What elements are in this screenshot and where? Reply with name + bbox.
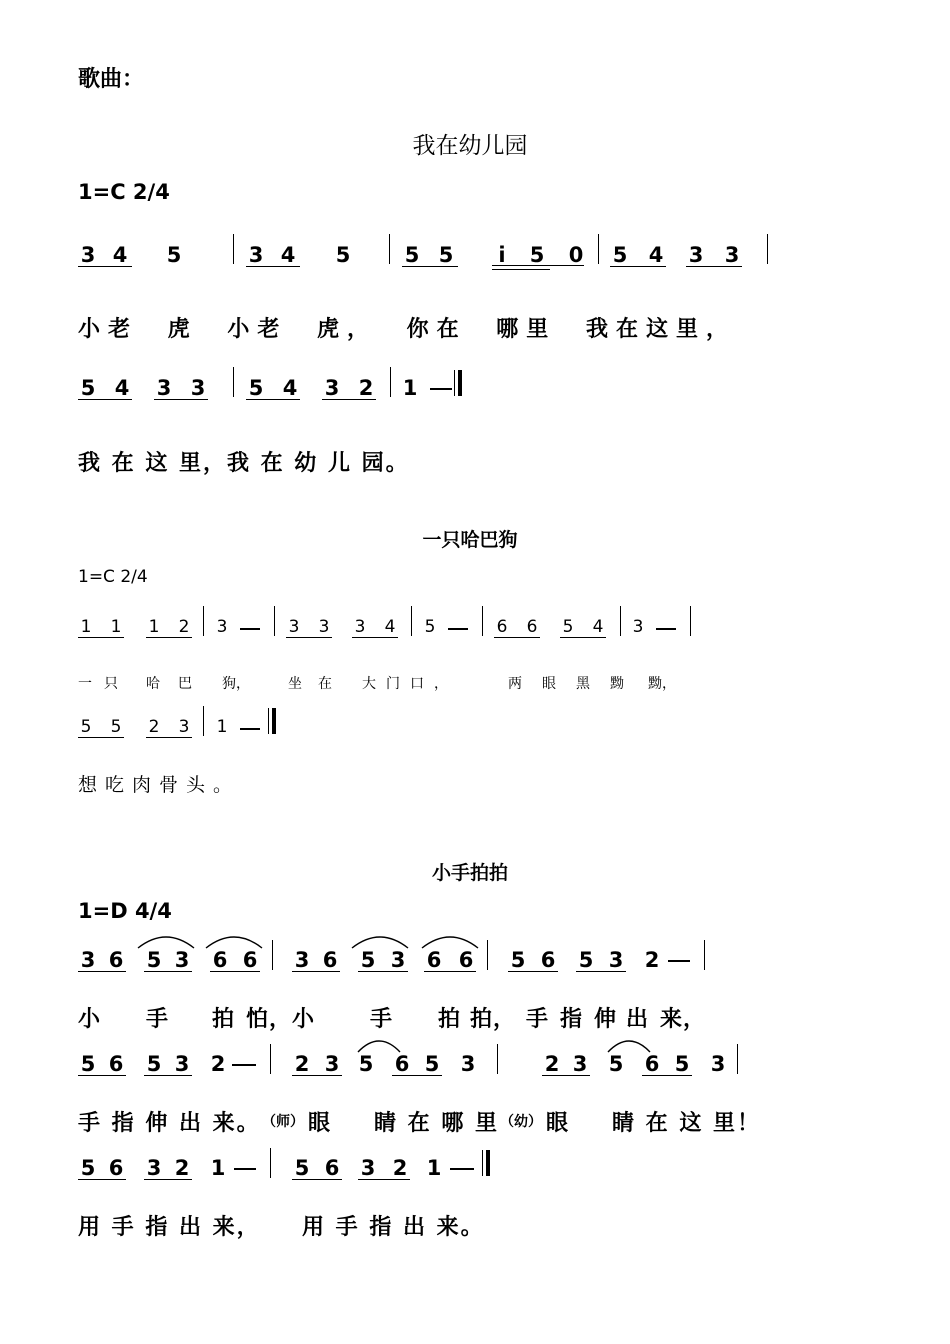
note: 6 bbox=[242, 948, 258, 972]
beat-underline bbox=[292, 1075, 342, 1076]
lyric-word: 一只 bbox=[78, 676, 130, 692]
note: 4 bbox=[112, 243, 128, 267]
lyric-word: 睛 在 这 里！ bbox=[612, 1111, 761, 1136]
note: 3 bbox=[174, 948, 190, 972]
beat-underline bbox=[508, 971, 558, 972]
note: 6 bbox=[324, 1156, 340, 1180]
bar-line bbox=[690, 606, 691, 636]
bar-line bbox=[390, 367, 391, 397]
note: 3 bbox=[248, 243, 264, 267]
note: 5 bbox=[110, 717, 122, 737]
lyric-word: 手 bbox=[146, 1007, 170, 1032]
song2-lyrics-line2: 想吃肉骨头。 bbox=[78, 774, 241, 796]
note: 1 bbox=[110, 617, 122, 637]
beat-underline bbox=[352, 637, 398, 638]
bar-line bbox=[272, 940, 273, 970]
beat-underline bbox=[292, 971, 340, 972]
song-key-2: 1=C 2/4 bbox=[78, 567, 148, 587]
note: 5 bbox=[510, 948, 526, 972]
lyric-word: 小 bbox=[78, 1007, 102, 1032]
note: 5 bbox=[562, 617, 574, 637]
extension-dash bbox=[656, 628, 676, 630]
note: 6 bbox=[644, 1052, 660, 1076]
final-bar-line bbox=[458, 370, 462, 396]
note: 3 bbox=[572, 1052, 588, 1076]
note: 5 bbox=[335, 243, 351, 267]
note: 5 bbox=[80, 1052, 96, 1076]
note: 6 bbox=[458, 948, 474, 972]
note: 2 bbox=[644, 948, 660, 972]
note: 5 bbox=[674, 1052, 690, 1076]
beat-underline bbox=[610, 266, 666, 267]
lyric-word: 坐在 bbox=[288, 676, 348, 692]
lyric-word: 拍 bbox=[438, 1007, 462, 1032]
note: 5 bbox=[529, 243, 545, 267]
note: 3 bbox=[324, 1052, 340, 1076]
beat-underline-double bbox=[492, 269, 550, 270]
bar-line bbox=[270, 1148, 271, 1178]
note: 6 bbox=[108, 1156, 124, 1180]
note: 5 bbox=[80, 1156, 96, 1180]
bar-line bbox=[270, 1044, 271, 1074]
lyric-word: 出 bbox=[626, 1007, 650, 1032]
beat-underline bbox=[144, 1075, 192, 1076]
lyric-word: 拍， bbox=[470, 1007, 517, 1032]
bar-line bbox=[482, 1150, 483, 1176]
bar-line bbox=[704, 940, 705, 970]
lyric-word: 狗， bbox=[222, 676, 250, 692]
beat-underline bbox=[210, 971, 260, 972]
beat-underline bbox=[292, 1179, 342, 1180]
extension-dash bbox=[450, 1168, 474, 1170]
note: 3 bbox=[178, 717, 190, 737]
final-bar-line bbox=[486, 1150, 490, 1176]
song-title-3: 小手拍拍 bbox=[431, 862, 508, 884]
beat-underline bbox=[542, 1075, 590, 1076]
bar-line bbox=[274, 606, 275, 636]
beat-underline bbox=[492, 265, 584, 266]
beat-underline bbox=[424, 971, 476, 972]
slur bbox=[420, 932, 480, 950]
note: 5 bbox=[404, 243, 420, 267]
extension-dash bbox=[234, 1168, 256, 1170]
note: 0 bbox=[568, 243, 584, 267]
beat-underline bbox=[642, 1075, 692, 1076]
note: 2 bbox=[358, 376, 374, 400]
note: 3 bbox=[190, 376, 206, 400]
beat-underline bbox=[78, 737, 124, 738]
bar-line bbox=[737, 1044, 738, 1074]
lyric-word: 眼 bbox=[308, 1111, 332, 1136]
note: 3 bbox=[174, 1052, 190, 1076]
beat-underline bbox=[78, 971, 126, 972]
note: i bbox=[498, 243, 506, 267]
beat-underline bbox=[402, 266, 458, 267]
extension-dash bbox=[448, 628, 468, 630]
bar-line bbox=[620, 606, 621, 636]
beat-underline bbox=[154, 399, 208, 400]
beat-underline bbox=[560, 637, 606, 638]
note: 4 bbox=[114, 376, 130, 400]
note: 3 bbox=[710, 1052, 726, 1076]
song1-lyrics-line1: 小老 虎 小老 虎， 你在 哪里 我在这里， bbox=[78, 317, 736, 342]
lyric-word: 指 bbox=[560, 1007, 584, 1032]
lyric-word: 怕，小 bbox=[246, 1007, 316, 1032]
note: 5 bbox=[360, 948, 376, 972]
note: 3 bbox=[360, 1156, 376, 1180]
note: 5 bbox=[438, 243, 454, 267]
note: 3 bbox=[288, 617, 300, 637]
note: 1 bbox=[426, 1156, 442, 1180]
note: 3 bbox=[216, 617, 228, 637]
lyric-word: 哈巴 bbox=[146, 676, 210, 692]
note: 6 bbox=[212, 948, 228, 972]
bar-line bbox=[233, 234, 234, 264]
slur bbox=[606, 1036, 652, 1054]
bar-line bbox=[767, 234, 768, 264]
extension-dash bbox=[668, 960, 690, 962]
bar-line bbox=[487, 940, 488, 970]
bar-line bbox=[233, 367, 234, 397]
note: 6 bbox=[394, 1052, 410, 1076]
beat-underline bbox=[358, 1179, 410, 1180]
note: 5 bbox=[146, 948, 162, 972]
bar-line bbox=[454, 370, 455, 396]
page-heading: 歌曲： bbox=[78, 67, 145, 92]
beat-underline bbox=[686, 266, 742, 267]
note: 4 bbox=[384, 617, 396, 637]
lyric-word: 用 手 指 出 来， bbox=[78, 1215, 261, 1240]
note: 3 bbox=[724, 243, 740, 267]
note: 5 bbox=[608, 1052, 624, 1076]
note: 3 bbox=[324, 376, 340, 400]
song1-lyrics-line2: 我 在 这 里，我 在 幼 儿 园。 bbox=[78, 451, 410, 476]
beat-underline bbox=[146, 637, 192, 638]
bar-line bbox=[598, 234, 599, 264]
bar-line bbox=[411, 606, 412, 636]
note: 2 bbox=[294, 1052, 310, 1076]
note: 2 bbox=[174, 1156, 190, 1180]
lyric-word: 眼 bbox=[546, 1111, 570, 1136]
beat-underline bbox=[246, 266, 300, 267]
bar-line bbox=[482, 606, 483, 636]
note: 2 bbox=[544, 1052, 560, 1076]
slur bbox=[356, 1036, 402, 1054]
bar-line bbox=[203, 606, 204, 636]
note: 3 bbox=[80, 948, 96, 972]
beat-underline bbox=[322, 399, 376, 400]
note: 5 bbox=[424, 1052, 440, 1076]
note: 3 bbox=[80, 243, 96, 267]
note: 2 bbox=[392, 1156, 408, 1180]
bar-line bbox=[268, 708, 269, 734]
note: 2 bbox=[148, 717, 160, 737]
note: 4 bbox=[648, 243, 664, 267]
note: 1 bbox=[210, 1156, 226, 1180]
lyric-word: 黝， bbox=[648, 676, 676, 692]
lyric-word: 两眼黑黝 bbox=[508, 676, 644, 692]
lyric-word: 来， bbox=[660, 1007, 707, 1032]
note: 4 bbox=[282, 376, 298, 400]
note: 6 bbox=[540, 948, 556, 972]
lyric-word: 大门口， bbox=[362, 676, 458, 692]
note: 6 bbox=[108, 1052, 124, 1076]
song-title-1: 我在幼儿园 bbox=[412, 133, 528, 159]
beat-underline bbox=[78, 1179, 126, 1180]
note: 4 bbox=[280, 243, 296, 267]
note: 3 bbox=[354, 617, 366, 637]
role-label-child: （幼） bbox=[500, 1114, 542, 1130]
beat-underline bbox=[246, 399, 300, 400]
note: 5 bbox=[294, 1156, 310, 1180]
slur bbox=[204, 932, 264, 950]
note: 5 bbox=[248, 376, 264, 400]
extension-dash bbox=[240, 728, 260, 730]
lyric-word: 手 指 伸 出 来。 bbox=[78, 1111, 261, 1136]
note: 6 bbox=[526, 617, 538, 637]
beat-underline bbox=[146, 737, 192, 738]
note: 2 bbox=[210, 1052, 226, 1076]
note: 1 bbox=[80, 617, 92, 637]
note: 6 bbox=[496, 617, 508, 637]
note: 6 bbox=[322, 948, 338, 972]
bar-line bbox=[389, 234, 390, 264]
note: 2 bbox=[178, 617, 190, 637]
note: 5 bbox=[166, 243, 182, 267]
note: 4 bbox=[592, 617, 604, 637]
note: 5 bbox=[424, 617, 436, 637]
note: 3 bbox=[608, 948, 624, 972]
beat-underline bbox=[576, 971, 626, 972]
note: 3 bbox=[156, 376, 172, 400]
final-bar-line bbox=[272, 708, 276, 734]
note: 1 bbox=[216, 717, 228, 737]
note: 5 bbox=[80, 717, 92, 737]
beat-underline bbox=[78, 266, 132, 267]
note: 3 bbox=[294, 948, 310, 972]
song-key-3: 1=D 4/4 bbox=[78, 899, 172, 923]
note: 1 bbox=[402, 376, 418, 400]
note: 3 bbox=[688, 243, 704, 267]
note: 5 bbox=[358, 1052, 374, 1076]
note: 5 bbox=[146, 1052, 162, 1076]
beat-underline bbox=[494, 637, 540, 638]
lyric-word: 用 手 指 出 来。 bbox=[302, 1215, 485, 1240]
extension-dash bbox=[240, 628, 260, 630]
beat-underline bbox=[78, 1075, 126, 1076]
note: 3 bbox=[460, 1052, 476, 1076]
beat-underline bbox=[78, 637, 124, 638]
note: 5 bbox=[612, 243, 628, 267]
note: 3 bbox=[390, 948, 406, 972]
note: 1 bbox=[148, 617, 160, 637]
note: 5 bbox=[578, 948, 594, 972]
slur bbox=[350, 932, 410, 950]
note: 3 bbox=[632, 617, 644, 637]
lyric-word: 睛 在 哪 里 bbox=[374, 1111, 499, 1136]
note: 3 bbox=[318, 617, 330, 637]
lyric-word: 手 bbox=[370, 1007, 394, 1032]
lyric-word: 手 bbox=[526, 1007, 550, 1032]
lyric-word: 拍 bbox=[212, 1007, 236, 1032]
role-label-teacher: （师） bbox=[262, 1114, 304, 1130]
beat-underline bbox=[144, 1179, 192, 1180]
song-title-2: 一只哈巴狗 bbox=[422, 529, 518, 551]
extension-dash bbox=[430, 388, 452, 390]
lyric-word: 伸 bbox=[594, 1007, 618, 1032]
bar-line bbox=[497, 1044, 498, 1074]
note: 3 bbox=[146, 1156, 162, 1180]
beat-underline bbox=[144, 971, 192, 972]
bar-line bbox=[203, 706, 204, 736]
beat-underline bbox=[286, 637, 332, 638]
note: 6 bbox=[108, 948, 124, 972]
slur bbox=[136, 932, 196, 950]
beat-underline bbox=[392, 1075, 442, 1076]
note: 5 bbox=[80, 376, 96, 400]
song-key-1: 1=C 2/4 bbox=[78, 180, 170, 204]
beat-underline bbox=[78, 399, 132, 400]
note: 6 bbox=[426, 948, 442, 972]
extension-dash bbox=[232, 1064, 256, 1066]
beat-underline bbox=[358, 971, 408, 972]
